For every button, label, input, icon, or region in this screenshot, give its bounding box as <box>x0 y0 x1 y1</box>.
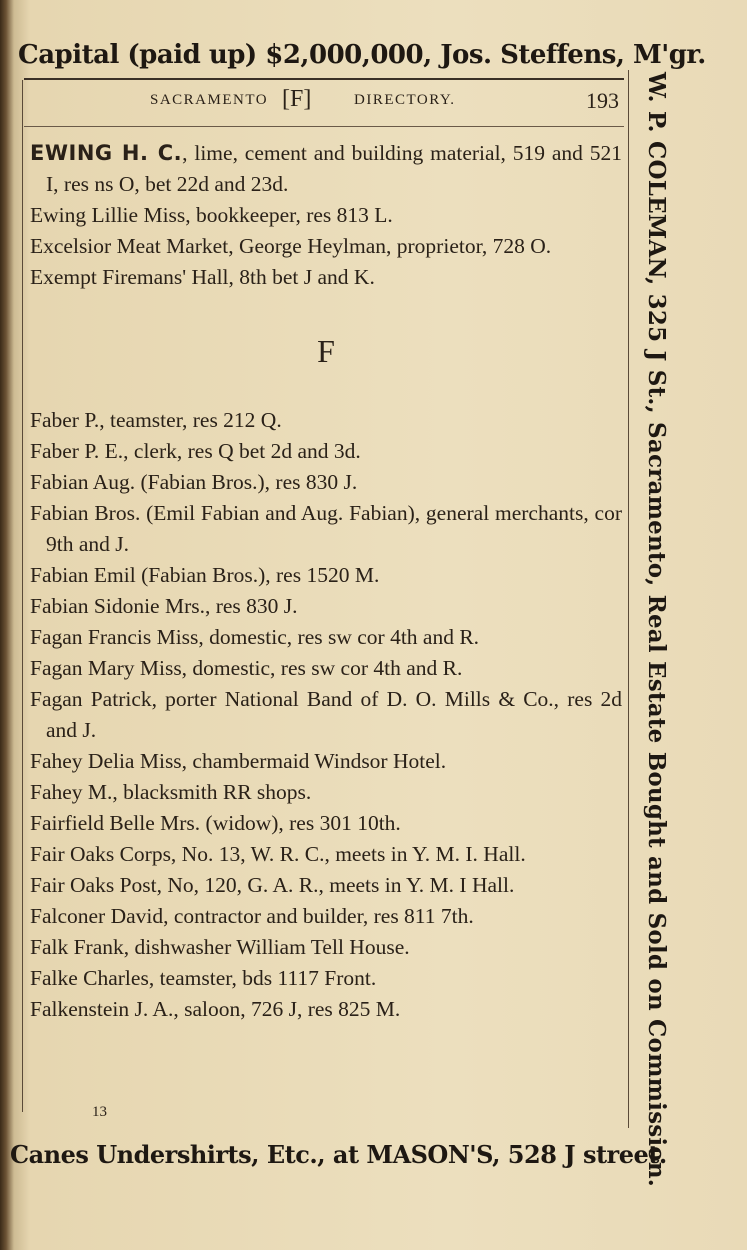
header-city: SACRAMENTO <box>150 92 269 108</box>
directory-entry: Falconer David, contractor and builder, res 811 7th. <box>30 904 474 928</box>
directory-entry: Fahey M., blacksmith RR shops. <box>30 780 312 804</box>
entry-text: , lime, cement and building material, 519 and 521 I, res ns O, bet 22d and 23d. <box>46 141 622 196</box>
bottom-advertisement: Canes Undershirts, Etc., at MASON'S, 528 J street. <box>10 1140 667 1169</box>
directory-entry: Fabian Aug. (Fabian Bros.), res 830 J. <box>30 470 358 494</box>
entry-text: Exempt Firemans' Hall, 8th bet J and K. <box>30 265 375 289</box>
directory-entry: Fairfield Belle Mrs. (widow), res 301 10th. <box>30 811 401 835</box>
entries-after-section <box>30 405 622 1025</box>
left-margin-rule <box>22 80 23 1112</box>
directory-entry: Falk Frank, dishwasher William Tell House. <box>30 935 410 959</box>
directory-entry <box>30 231 622 262</box>
top-advertisement: Capital (paid up) $2,000,000, Jos. Steffens, M'gr. <box>18 40 706 70</box>
directory-entry: Fabian Bros. (Emil Fabian and Aug. Fabian), general merchants, cor 9th and J. <box>30 501 622 556</box>
directory-entry: Faber P., teamster, res 212 Q. <box>30 408 282 432</box>
directory-entries <box>30 138 622 1025</box>
entry-text: Excelsior Meat Market, George Heylman, proprietor, 728 O. <box>30 234 552 258</box>
top-rule <box>24 78 624 80</box>
directory-entry <box>30 138 622 200</box>
directory-entry: Fagan Patrick, porter National Band of D. O. Mills & Co., res 2d and J. <box>30 687 622 742</box>
directory-entry: Falke Charles, teamster, bds 1117 Front. <box>30 966 377 990</box>
directory-entry: Fair Oaks Corps, No. 13, W. R. C., meets in Y. M. I. Hall. <box>30 842 526 866</box>
header-letter: [F] <box>282 86 312 112</box>
directory-entry: Falkenstein J. A., saloon, 726 J, res 825 M. <box>30 997 401 1021</box>
right-margin-rule <box>628 70 629 1128</box>
header-rule <box>24 126 624 127</box>
directory-entry: Fabian Sidonie Mrs., res 830 J. <box>30 594 298 618</box>
directory-entry <box>30 262 622 293</box>
entries-before-section <box>30 138 622 293</box>
directory-entry: Faber P. E., clerk, res Q bet 2d and 3d. <box>30 439 361 463</box>
side-advertisement-text: W. P. COLEMAN, 325 J St., Sacramento, Real Estate Bought and Sold on Commission. <box>643 72 670 1187</box>
directory-entry <box>30 200 622 231</box>
side-advertisement <box>636 72 676 1187</box>
directory-entry: Fahey Delia Miss, chambermaid Windsor Hotel. <box>30 749 447 773</box>
entry-name-bold: EWING H. C. <box>30 141 183 165</box>
entry-text: Ewing Lillie Miss, bookkeeper, res 813 L. <box>30 203 393 227</box>
header-directory: DIRECTORY. <box>354 92 456 108</box>
directory-entry: Fair Oaks Post, No, 120, G. A. R., meets in Y. M. I Hall. <box>30 873 515 897</box>
directory-entry: Fagan Francis Miss, domestic, res sw cor 4th and R. <box>30 625 480 649</box>
directory-entry: Fagan Mary Miss, domestic, res sw cor 4th and R. <box>30 656 463 680</box>
page-number: 193 <box>586 88 619 113</box>
signature-mark: 13 <box>92 1104 107 1120</box>
section-letter: F <box>317 333 335 369</box>
directory-entry: Fabian Emil (Fabian Bros.), res 1520 M. <box>30 563 380 587</box>
running-header <box>24 86 624 118</box>
